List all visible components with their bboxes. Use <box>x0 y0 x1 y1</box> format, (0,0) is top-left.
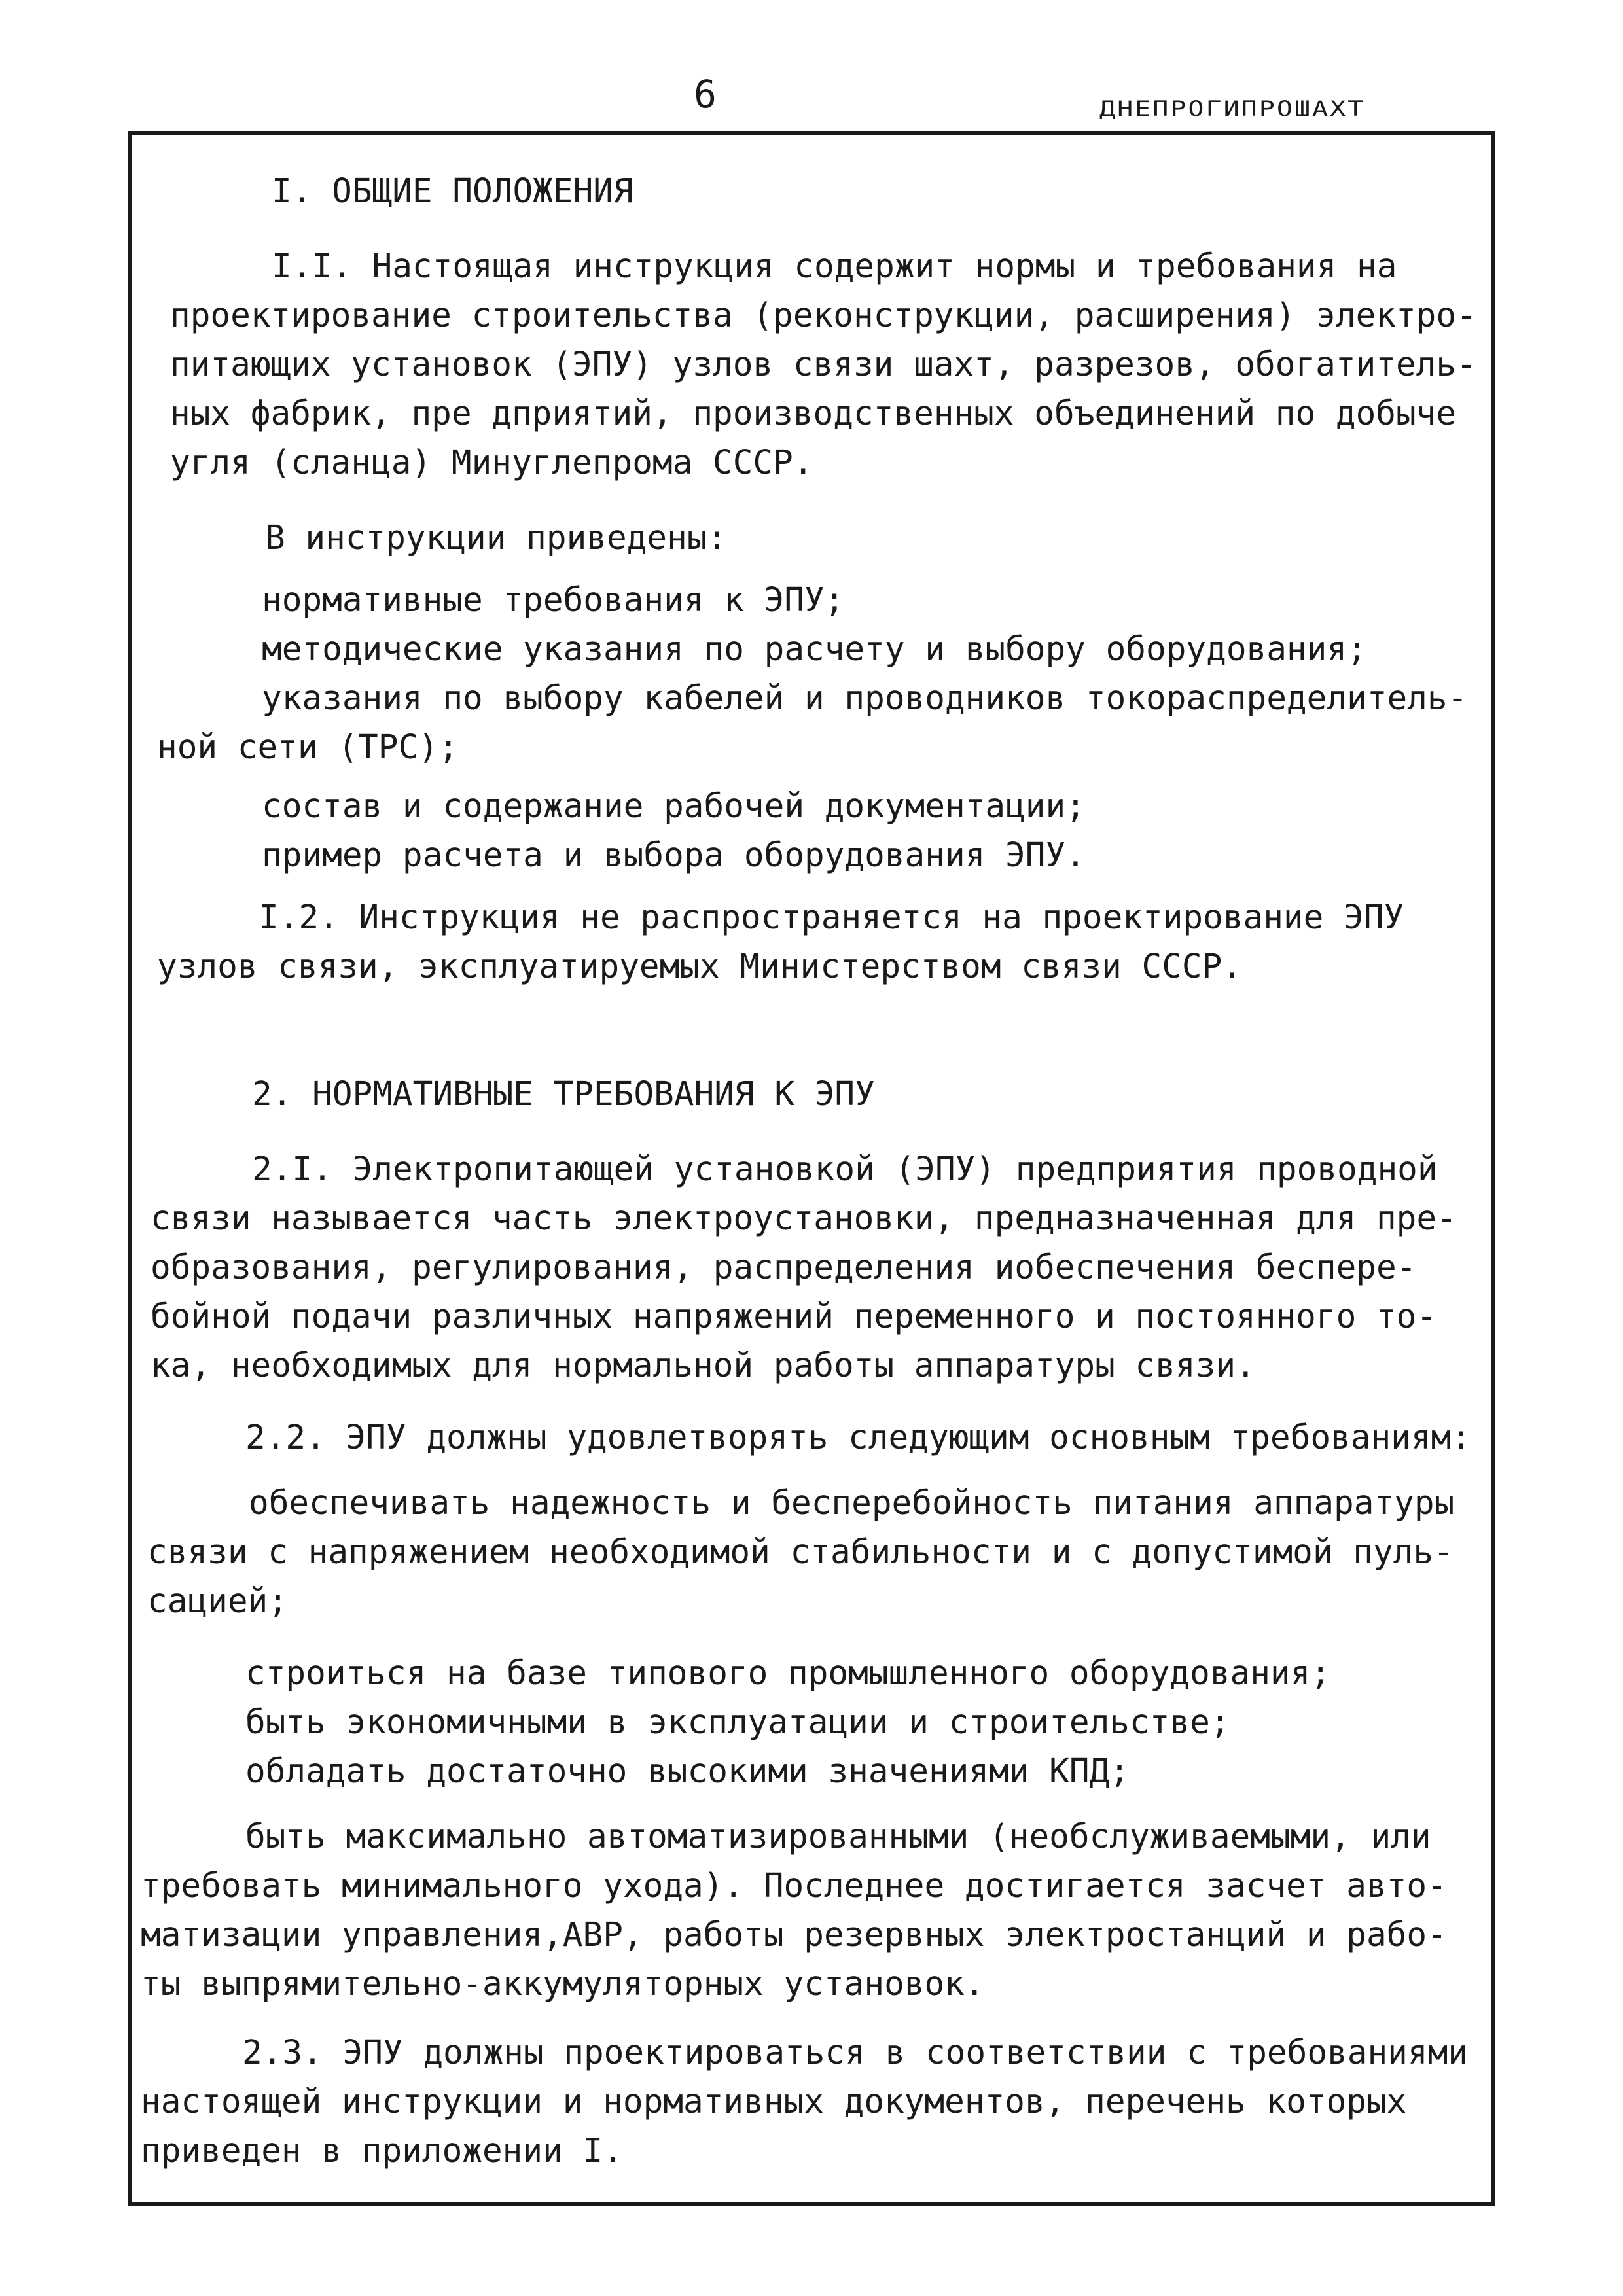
requirement-line: сацией; <box>147 1582 288 1621</box>
para-2-1-line: связи называется часть электроустановки, предназначенная для пре- <box>151 1199 1457 1238</box>
para-1-2-line: узлов связи, эксплуатируемых Министерством связи СССР. <box>157 947 1243 986</box>
requirement-line: быть максимально автоматизированными (необслуживаемыми, или <box>245 1818 1431 1856</box>
para-2-3-line: 2.3. ЭПУ должны проектироваться в соответствии с требованиями <box>242 2034 1468 2072</box>
requirement-line: ты выпрямительно-аккумуляторных установок. <box>141 1965 985 2004</box>
para-1-1-line: угля (сланца) Минуглепрома СССР. <box>170 444 813 482</box>
para-1-1-line: питающих установок (ЭПУ) узлов связи шахт, разрезов, обогатитель- <box>170 345 1476 384</box>
para-2-2-intro: 2.2. ЭПУ должны удовлетворять следующим основным требованиям: <box>245 1419 1471 1457</box>
requirement-line: строиться на базе типового промышленного оборудования; <box>245 1654 1331 1693</box>
para-1-1-line: ных фабрик, пре дприятий, производственных объединений по добыче <box>170 395 1457 433</box>
para-2-1-line: бойной подачи различных напряжений переменного и постоянного то- <box>151 1298 1437 1336</box>
requirement-line: обладать достаточно высокими значениями КПД; <box>245 1752 1130 1791</box>
list-item: нормативные требования к ЭПУ; <box>262 581 845 620</box>
para-2-1-line: ка, необходимых для нормальной работы аппаратуры связи. <box>151 1347 1256 1385</box>
list-item: состав и содержание рабочей документации; <box>262 787 1086 826</box>
requirement-line: обеспечивать надежность и бесперебойность питания аппаратуры <box>249 1484 1455 1523</box>
para-1-2-line: I.2. Инструкция не распространяется на проектирование ЭПУ <box>259 898 1404 937</box>
para-2-3-line: приведен в приложении I. <box>141 2132 623 2170</box>
requirement-line: требовать минимального ухода). Последнее достигается засчет авто- <box>141 1867 1447 1905</box>
list-item: указания по выбору кабелей и проводников токораспределитель- <box>262 679 1468 718</box>
requirement-line: матизации управления,АВР, работы резервных электростанций и рабо- <box>141 1916 1447 1954</box>
para-2-1-line: 2.I. Электропитающей установкой (ЭПУ) предприятия проводной <box>252 1150 1438 1189</box>
organization-stamp: ДНЕПРОГИПРОШАХТ <box>1099 97 1366 121</box>
list-item: ной сети (ТРС); <box>157 728 459 767</box>
list-intro: В инструкции приведены: <box>265 519 728 557</box>
section-2-heading: 2. НОРМАТИВНЫЕ ТРЕБОВАНИЯ К ЭПУ <box>252 1075 875 1114</box>
requirement-line: связи с напряжением необходимой стабильности и с допустимой пуль- <box>147 1533 1454 1572</box>
requirement-line: быть экономичными в эксплуатации и строительстве; <box>245 1703 1230 1742</box>
list-item: методические указания по расчету и выбору оборудования; <box>262 630 1367 669</box>
section-1-heading: I. ОБЩИЕ ПОЛОЖЕНИЯ <box>272 172 633 211</box>
para-2-1-line: образования, регулирования, распределения иобеспечения беспере- <box>151 1248 1417 1287</box>
para-1-1-line: проектирование строительства (реконструкции, расширения) электро- <box>170 296 1476 335</box>
para-1-1-line: I.I. Настоящая инструкция содержит нормы и требования на <box>272 247 1397 286</box>
page-number: 6 <box>694 72 717 116</box>
para-2-3-line: настоящей инструкции и нормативных документов, перечень которых <box>141 2083 1407 2121</box>
list-item: пример расчета и выбора оборудования ЭПУ. <box>262 836 1086 875</box>
